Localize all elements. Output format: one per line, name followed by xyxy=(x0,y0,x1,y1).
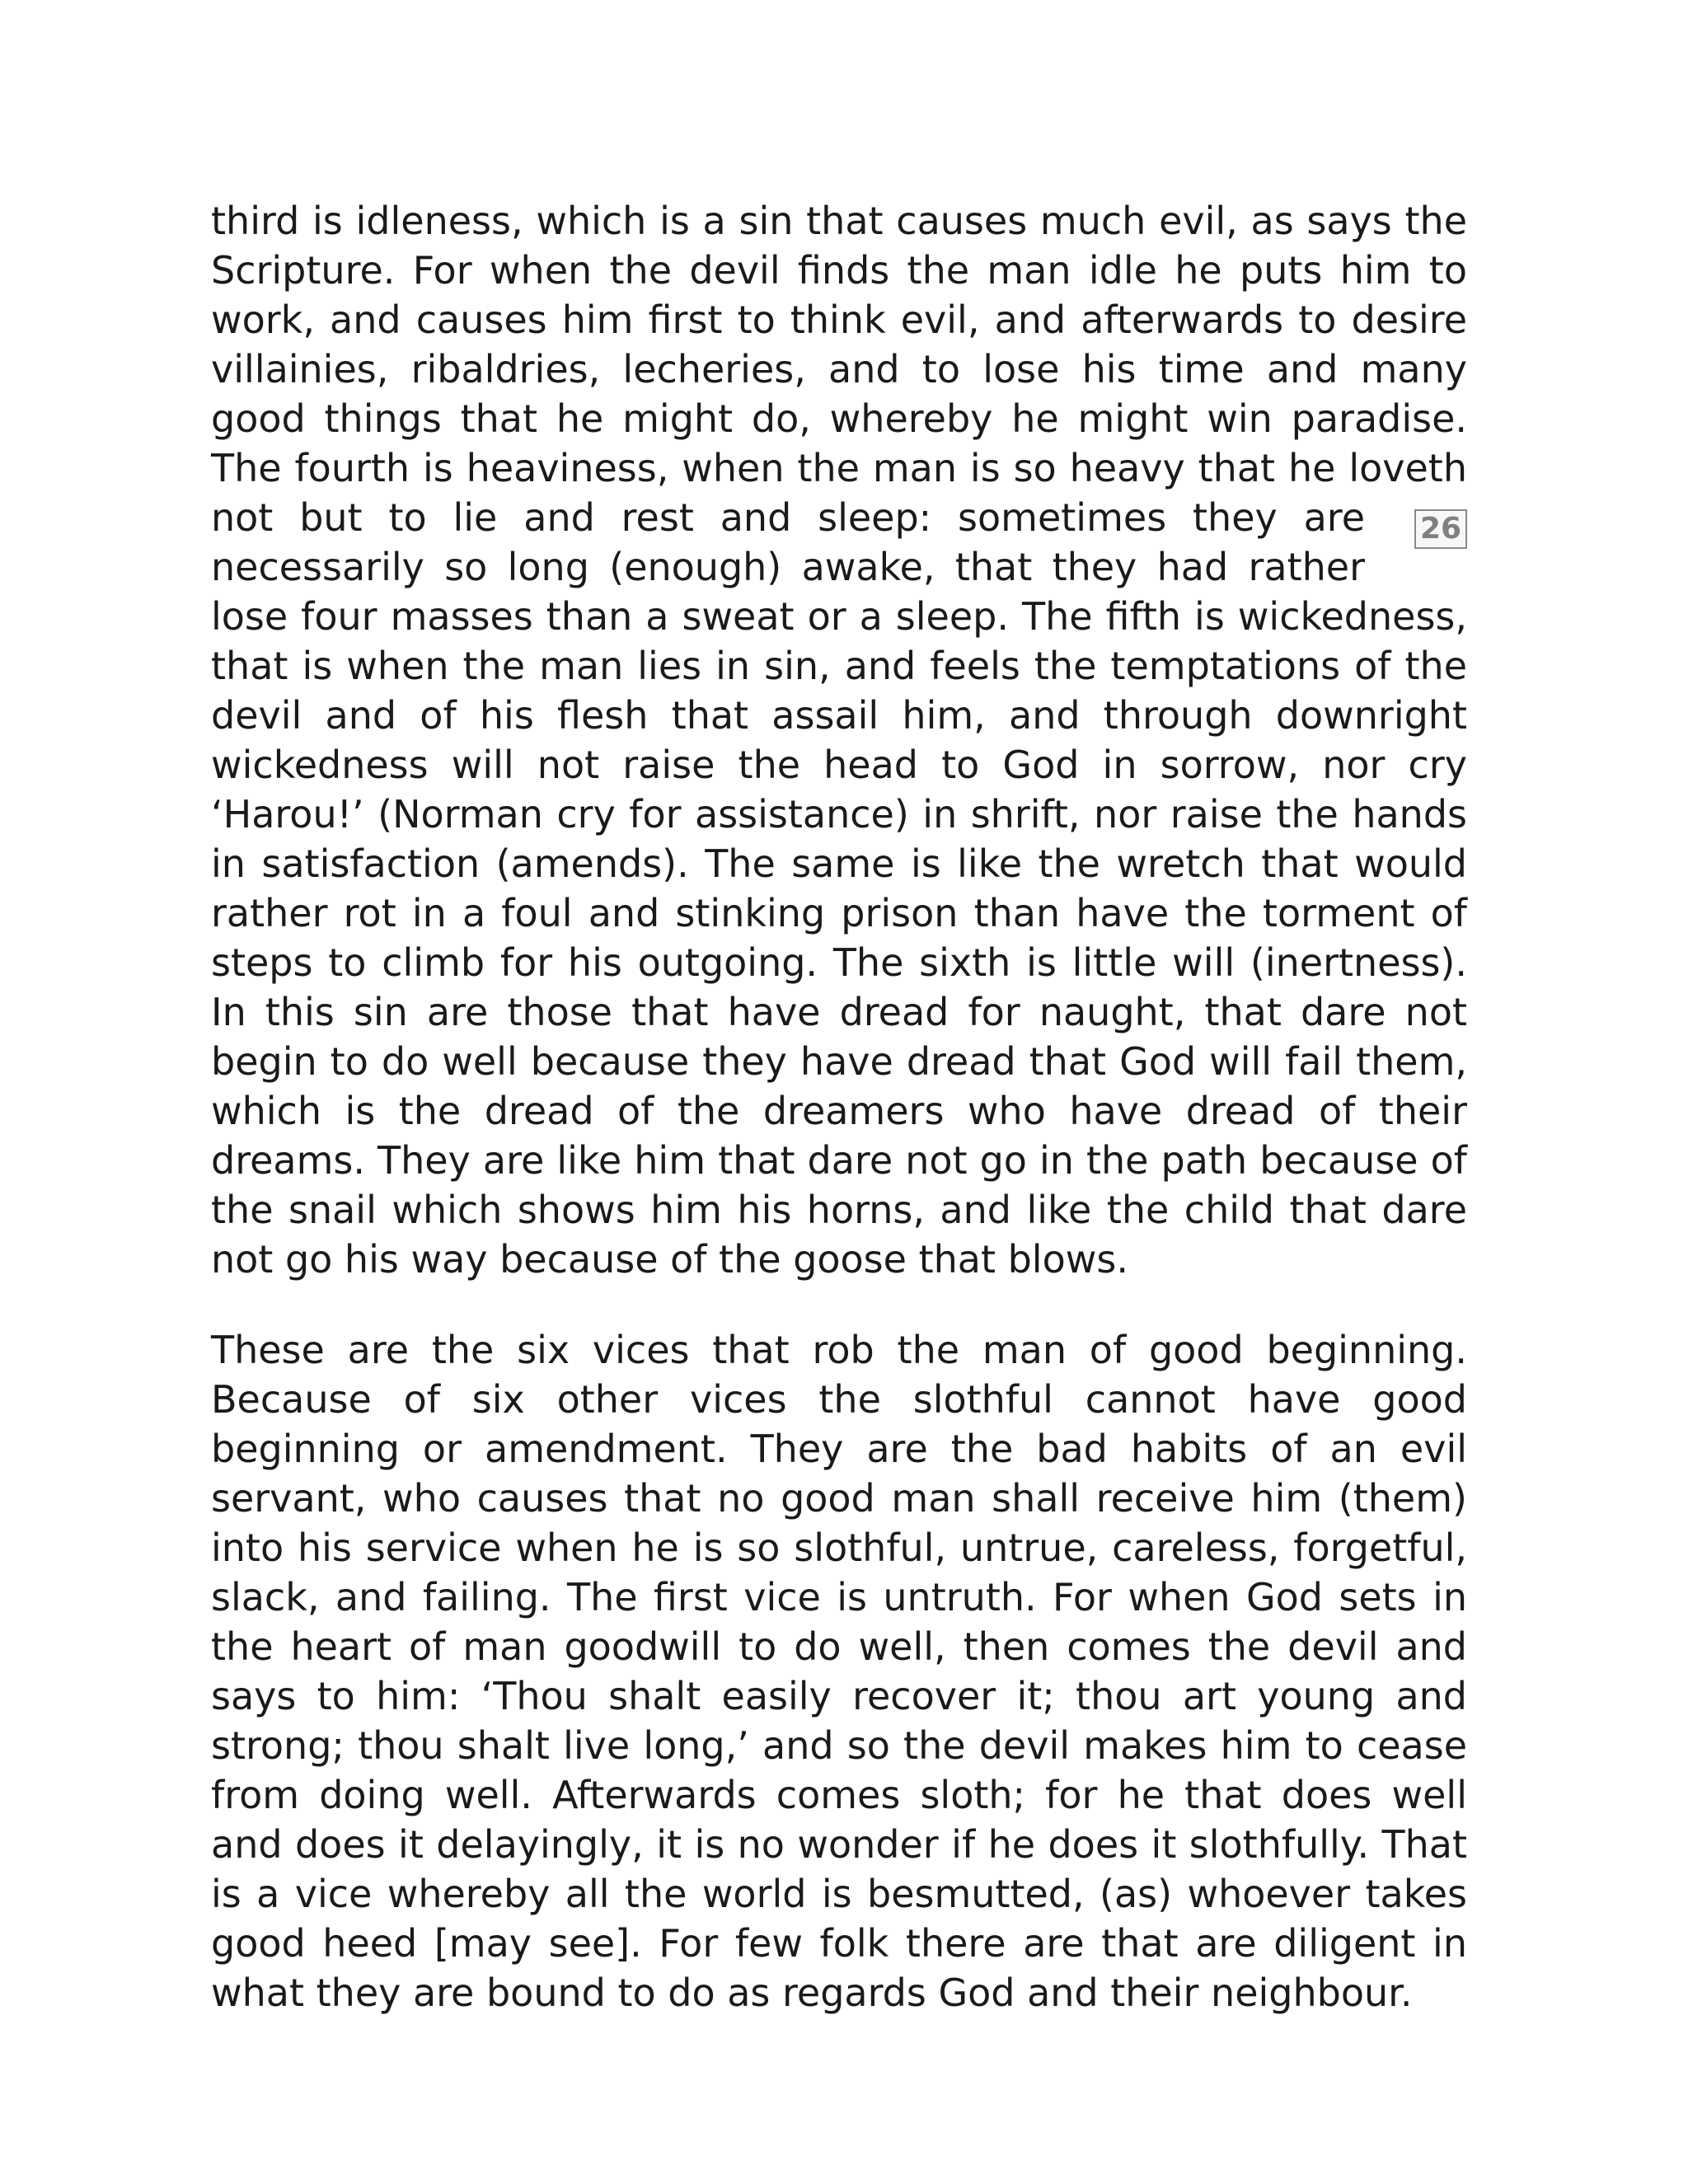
page-number-marker: 26 xyxy=(1414,509,1467,549)
paragraph-1-text-start: third is idleness, which is a sin that causes much evil, as says the Scripture. For when the devil finds the man idle he puts him to work, and causes him first to think evil, and afterwards to desire villainies, ribaldries, lecheries, and to lose his time and many good things that he might do, whereby he might win paradise. The fourth is heaviness, when the man is so heavy that he loveth not but to lie xyxy=(211,199,1467,540)
paragraph-1-text-end: and rest and sleep: sometimes they are necessarily so long (enough) awake, that they had rather lose four masses than a sweat or a sleep. The fifth is wickedness, that is when the man lies in sin, and feels the temptations of the devil and of his flesh that assail him, and through downright wickedness will not raise the head to God in sorrow, nor cry ‘Harou!’ (Norman cry for assistance) in shrift, nor raise the hands in satisfaction (amends). The same is like the wretch that would rather rot in a foul and stinking prison than have the torment of steps to climb for his outgoing. The sixth is little will (inertness). In this sin are those that have dread for naught, that dare not begin to do well because they have dread that God will fail them, which is the dread of the dreamers who have dread of their dreams. They are like him that dare not go in the path because of the snail which shows him his horns, and like the child that dare not go his way because of the goose that blows. xyxy=(211,495,1467,1282)
paragraph-1 xyxy=(211,196,1467,1284)
paragraph-2: These are the six vices that rob the man of good beginning. Because of six other vices the slothful cannot have good beginning or amendment. They are the bad habits of an evil servant, who causes that no good man shall receive him (them) into his service when he is so slothful, untrue, careless, forgetful, slack, and failing. The first vice is untruth. For when God sets in the heart of man goodwill to do well, then comes the devil and says to him: ‘Thou shalt easily recover it; thou art young and strong; thou shalt live long,’ and so the devil makes him to cease from doing well. Afterwards comes sloth; for he that does well and does it delayingly, it is no wonder if he does it slothfully. That is a vice whereby all the world is besmutted, (as) whoever takes good heed [may see]. For few folk there are that are diligent in what they are bound to do as regards God and their neighbour. xyxy=(211,1328,1467,2015)
page-body xyxy=(211,196,1467,2018)
